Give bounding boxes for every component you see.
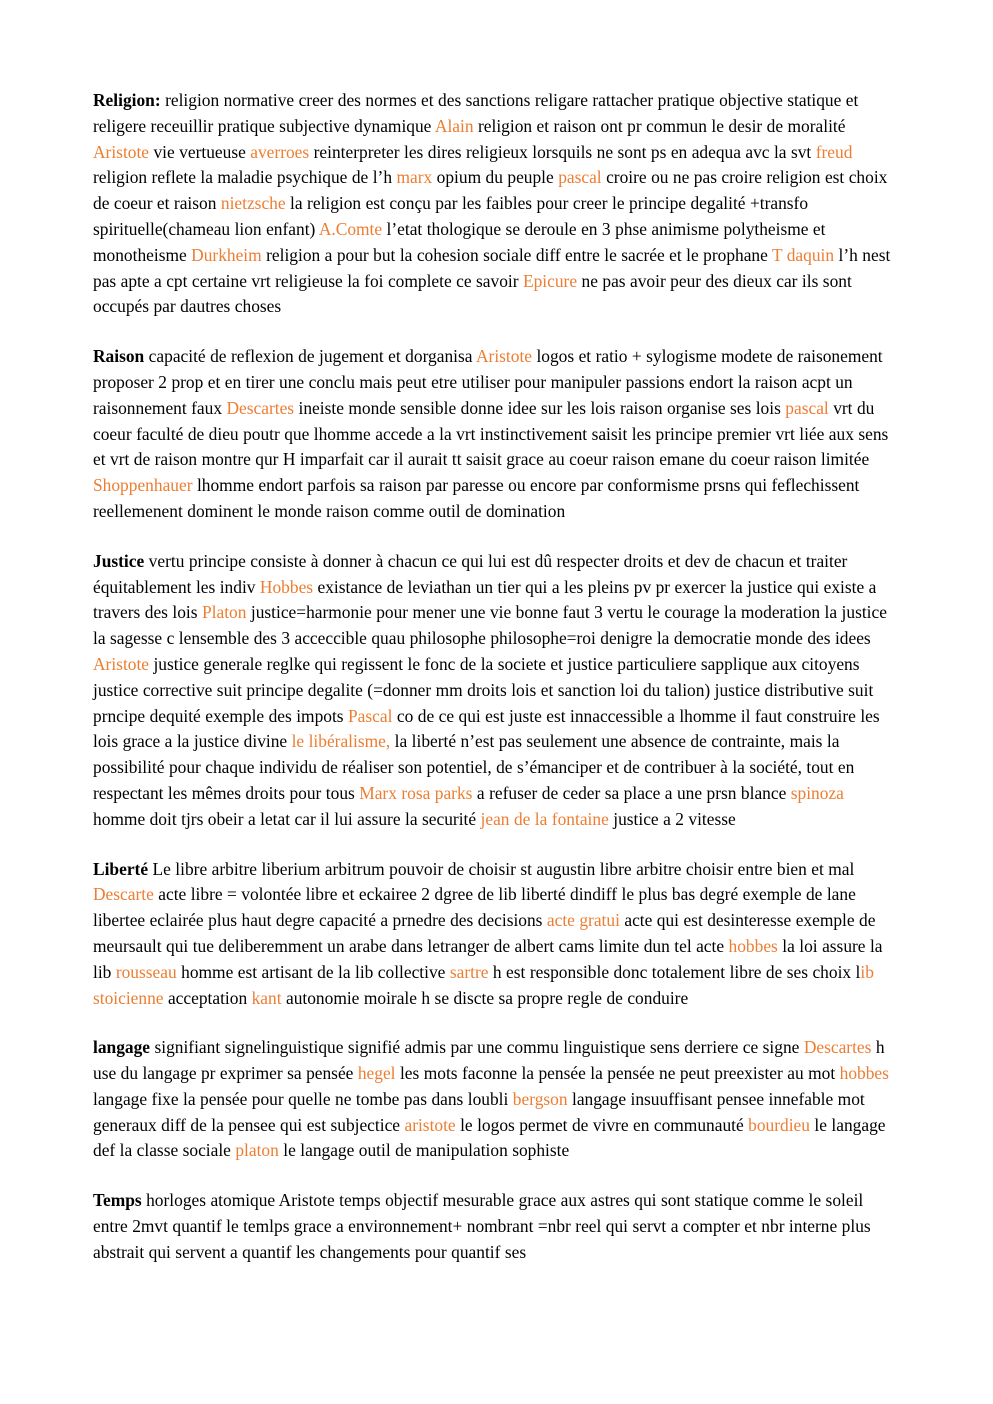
highlighted-term: Descartes [226, 397, 295, 418]
body-text-run: acte libre = volontée libre et eckairee 2 dgree de lib liberté dindiff le plus bas degré exemple de lane libertee eclairée plus haut degre capacité a prnedre des decisions [93, 884, 856, 931]
highlighted-term: kant [251, 987, 282, 1008]
highlighted-term: hegel [357, 1063, 396, 1084]
highlighted-term: rousseau [115, 961, 177, 982]
highlighted-term: ib stoicienne [93, 961, 874, 1008]
body-text-run: reinterpreter les dires religieux lorsquils ne sont ps en adequa avc la svt [309, 141, 816, 162]
highlighted-term: bourdieu [748, 1114, 810, 1135]
highlighted-term: spinoza [790, 782, 844, 803]
body-text-run: le langage outil de manipulation sophiste [278, 1140, 570, 1161]
body-text-run: co de ce qui est juste est innaccessible a lhomme il faut construire les lois grace a la justice divine [93, 705, 880, 752]
highlighted-term: Pascal [348, 705, 393, 726]
highlighted-term: Descarte [93, 884, 154, 905]
body-text-run: langage fixe la pensée pour quelle ne tombe pas dans loubli [93, 1088, 513, 1109]
body-text-run: religion reflete la maladie psychique de l’h [93, 167, 397, 188]
body-text-run: Le libre arbitre liberium arbitrum pouvoir de choisir st augustin libre arbitre choisir entre bien et mal [148, 858, 855, 879]
body-text-run: religion normative creer des normes et des sanctions religare rattacher pratique objective statique et religere receuillir pratique subjective dynamique [93, 90, 859, 136]
body-text-run: acte qui est desinteresse exemple de meursault qui tue deliberemment un arabe dans letranger de albert cams limite dun tel acte [93, 910, 876, 956]
paragraph-lead-temps: Temps [93, 1190, 142, 1211]
paragraph-lead-raison: Raison [93, 346, 145, 367]
paragraph-lead-religion: Religion: [93, 90, 161, 110]
body-text-run: la religion est conçu par les faibles pour creer le principe degalité +transfo spirituelle(chameau lion enfant) [93, 193, 809, 239]
body-text-run: vrt du coeur faculté de dieu poutr que lhomme accede a la vrt instinctivement saisit les principe premier vrt liée aux sens et vrt de raison montre qur H imparfait car il aurait tt saisit grace au coeur raison emane du coeur raison limitée [93, 397, 889, 470]
body-text-run: capacité de reflexion de jugement et dorganisa [144, 346, 476, 367]
highlighted-term: Aristote [475, 346, 532, 367]
body-text-run: ne pas avoir peur des dieux car ils sont occupés par dautres choses [93, 270, 852, 317]
body-text-run: la liberté n’est pas seulement une absence de contrainte, mais la possibilité pour chaque individu de réaliser son potentiel, de s’émanciper et de contribuer à la société, tout en respectant les mêmes droits pour tous [93, 731, 855, 803]
body-text-run: vertu principe consiste à donner à chacun ce qui lui est dû respecter droits et dev de chacun et traiter équitablement les indiv [93, 550, 848, 597]
paragraph-justice [93, 549, 900, 833]
paragraph-lead-liberte: Liberté [93, 858, 149, 879]
highlighted-term: marx [396, 167, 433, 188]
highlighted-term: Shoppenhauer [93, 475, 193, 496]
highlighted-term: acte gratui [546, 910, 620, 931]
highlighted-term: Aristote [93, 141, 150, 162]
highlighted-term: nietzsche [220, 193, 286, 214]
highlighted-term: Descartes [803, 1037, 872, 1058]
body-text-run: justice a 2 vitesse [608, 808, 736, 829]
body-text-run: la loi assure la lib [93, 935, 883, 982]
paragraph-liberte [93, 857, 900, 1012]
highlighted-term: averroes [250, 141, 310, 162]
paragraph-lead-langage: langage [93, 1037, 151, 1058]
highlighted-term: Durkheim [191, 244, 262, 265]
body-text-run: religion et raison ont pr commun le desir de moralité [473, 115, 846, 136]
body-text-run: a refuser de ceder sa place a une prsn blance [472, 782, 791, 803]
body-text-run: langage insuuffisant pensee innefable mot generaux diff de la pensee qui est subjectice [93, 1088, 865, 1135]
highlighted-term: A.Comte [318, 218, 383, 239]
body-text-run: les mots faconne la pensée la pensée ne peut preexister au mot [395, 1063, 840, 1084]
body-text-run: horloges atomique Aristote temps objectif mesurable grace aux astres qui sont statique comme le soleil entre 2mvt quantif le temlps grace a environnement+ nombrant =nbr reel qui servt a compter et nbr interne plus abstrait qui servent a quantif les changements pour quantif ses [93, 1190, 871, 1262]
highlighted-term: hobbes [839, 1063, 889, 1084]
body-text-run: autonomie moirale h se discte sa propre regle de conduire [281, 987, 689, 1008]
paragraph-religion [93, 88, 900, 320]
body-text-run: signifiant signelinguistique signifié admis par une commu linguistique sens derriere ce signe [150, 1037, 804, 1058]
body-text-run: croire ou ne pas croire religion est choix de coeur et raison [93, 167, 888, 214]
highlighted-term: platon [235, 1140, 279, 1161]
paragraph-langage [93, 1035, 900, 1164]
paragraph-raison [93, 344, 900, 525]
highlighted-term: le libéralisme, [291, 731, 391, 752]
body-text-run: religion a pour but la cohesion sociale diff entre le sacrée et le prophane [261, 244, 772, 265]
highlighted-term: Platon [201, 602, 247, 623]
highlighted-term: Aristote [93, 653, 150, 674]
body-text-run: opium du peuple [432, 167, 559, 188]
body-text-run: h est responsible donc totalement libre de ses choix l [488, 961, 861, 982]
paragraph-lead-justice: Justice [93, 550, 145, 571]
highlighted-term: Epicure [522, 270, 578, 291]
highlighted-term: Hobbes [259, 576, 314, 597]
body-text-run: l’etat thologique se deroule en 3 phse animisme polytheisme et monotheisme [93, 218, 826, 265]
body-text-run: homme doit tjrs obeir a letat car il lui assure la securité [93, 808, 481, 829]
body-text-run: logos et ratio + sylogisme modete de raisonement proposer 2 prop et en tirer une conclu mais peut etre utiliser pour manipuler passions endort la raison acpt un raisonnement faux [93, 346, 883, 418]
document-body [93, 88, 900, 1266]
highlighted-term: Alain [434, 115, 474, 136]
body-text-run: existance de leviathan un tier qui a les pleins pv pr exercer la justice qui existe a travers des lois [93, 576, 877, 623]
highlighted-term: hobbes [728, 935, 778, 956]
body-text-run: lhomme endort parfois sa raison par paresse ou encore par conformisme prsns qui feflechissent reellemenent dominent le monde raison comme outil de domination [93, 475, 860, 521]
highlighted-term: T daquin [771, 244, 835, 265]
body-text-run: vie vertueuse [149, 141, 251, 162]
highlighted-term: aristote [404, 1114, 456, 1135]
highlighted-term: freud [815, 141, 853, 162]
highlighted-term: sartre [449, 961, 489, 982]
paragraph-temps [93, 1188, 900, 1265]
body-text-run: l’h nest pas apte a cpt certaine vrt religieuse la foi complete ce savoir [93, 244, 891, 291]
highlighted-term: pascal [785, 397, 829, 418]
body-text-run: homme est artisant de la lib collective [176, 961, 450, 982]
body-text-run: ineiste monde sensible donne idee sur les lois raison organise ses lois [294, 397, 786, 418]
highlighted-term: jean de la fontaine [480, 808, 609, 829]
highlighted-term: pascal [558, 167, 602, 188]
body-text-run: justice generale reglke qui regissent le fonc de la societe et justice particuliere sapplique aux citoyens justice corrective suit principe degalite (=donner mm droits lois et sanction loi du talion) justice distributive suit prncipe dequité exemple des impots [93, 653, 874, 726]
body-text-run: le langage def la classe sociale [93, 1114, 886, 1161]
highlighted-term: bergson [512, 1088, 568, 1109]
body-text-run: h use du langage pr exprimer sa pensée [93, 1037, 885, 1084]
body-text-run: acceptation [163, 987, 252, 1008]
body-text-run: justice=harmonie pour mener une vie bonne faut 3 vertu le courage la moderation la justice la sagesse c lensemble des 3 acceccible quau philosophe philosophe=roi denigre la democratie monde des idees [93, 602, 887, 649]
highlighted-term: Marx rosa parks [359, 782, 473, 803]
body-text-run: le logos permet de vivre en communauté [455, 1114, 749, 1135]
